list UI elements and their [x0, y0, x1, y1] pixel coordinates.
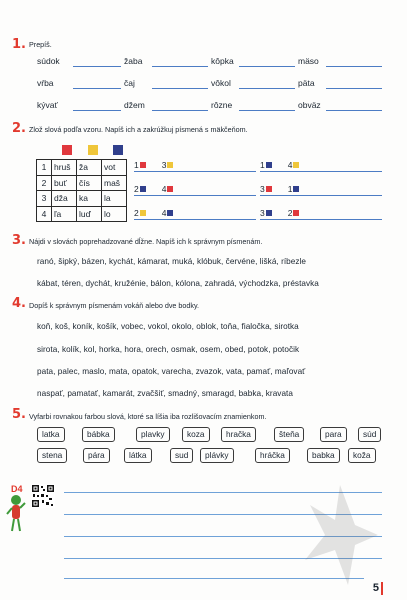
ex1-answer-blank[interactable] [239, 110, 295, 111]
syllable-cell: maš [102, 175, 127, 191]
color-square-icon [293, 186, 299, 192]
code-pair [134, 184, 173, 194]
code-pair [260, 184, 299, 194]
color-square-icon [140, 162, 146, 168]
ex1-word: obväz [298, 100, 321, 110]
ex5-word-box[interactable]: plavky [136, 427, 170, 442]
color-square-icon [293, 210, 299, 216]
ex5-instruction: Vyfarbi rovnakou farbou slová, ktoré sa líšia iba rozlišovacím znamienkom. [29, 412, 267, 421]
ex2-answer-blank[interactable] [134, 195, 256, 196]
color-square-icon [167, 162, 173, 168]
ex5-word-box[interactable]: bábka [82, 427, 115, 442]
page-number: 5 [372, 582, 379, 594]
color-square-icon [167, 210, 173, 216]
code-number: 2 [287, 208, 293, 218]
syllable-cell: vot [102, 160, 127, 176]
ex1-word: súdok [37, 56, 60, 66]
ex2-number: 2. [12, 121, 26, 136]
ex1-word: päta [298, 78, 315, 88]
ex5-word-box[interactable]: šteňa [274, 427, 304, 442]
ex5-word-box[interactable]: koža [348, 448, 376, 463]
code-number: 4 [287, 160, 293, 170]
syllable-row [37, 160, 127, 176]
ex1-answer-blank[interactable] [73, 88, 121, 89]
ex2-answer-blank[interactable] [260, 195, 382, 196]
syllable-cell: lo [102, 206, 127, 222]
syllable-row [37, 175, 127, 191]
ex5-word-box[interactable]: sud [170, 448, 193, 463]
ex5-word-box[interactable]: látka [124, 448, 152, 463]
ex5-word-box[interactable]: latka [37, 427, 65, 442]
ex1-answer-blank[interactable] [326, 88, 382, 89]
ex5-number: 5. [12, 407, 26, 422]
ex2-answer-blank[interactable] [260, 171, 382, 172]
ex1-word: rôzne [211, 100, 233, 110]
ex1-answer-blank[interactable] [326, 66, 382, 67]
ex5-word-box[interactable]: koza [182, 427, 210, 442]
code-number: 3 [161, 160, 167, 170]
code-pair [260, 208, 299, 218]
d4-badge: D4 [11, 484, 23, 494]
ex3-number: 3. [12, 233, 26, 248]
ex1-word: džem [124, 100, 145, 110]
column-blue-square [113, 145, 123, 155]
syllable-cell: čís [77, 175, 102, 191]
ex5-word-box[interactable]: hráčka [255, 448, 290, 463]
syllable-cell: la [102, 191, 127, 207]
ex5-word-box[interactable]: plávky [200, 448, 234, 463]
row-number: 3 [37, 191, 52, 207]
column-red-square [62, 145, 72, 155]
ex3-instruction: Nájdi v slovách poprehadzované dĺžne. Napíš ich k správnym písmenám. [29, 237, 263, 246]
ex5-word-box[interactable]: súd [358, 427, 381, 442]
ex1-word: žaba [124, 56, 143, 66]
ex2-answer-blank[interactable] [260, 219, 382, 220]
syllable-cell: ža [77, 160, 102, 176]
ex1-word: kôpka [211, 56, 234, 66]
color-square-icon [266, 186, 272, 192]
ex1-instruction: Prepíš. [29, 40, 52, 49]
ex5-word-row-2 [37, 448, 383, 462]
ex1-answer-blank[interactable] [326, 110, 382, 111]
row-number: 2 [37, 175, 52, 191]
ex4-instruction: Dopíš k správnym písmenám vokáň alebo dve bodky. [29, 301, 200, 310]
ex1-word: kývať [37, 100, 58, 110]
syllable-row [37, 206, 127, 222]
ex4-line-4: naspať, pamatať, kamarát, zvačšiť, smadný, smaragd, babka, kravata [37, 389, 293, 398]
code-pair [134, 160, 173, 170]
qr-code-icon [31, 484, 55, 508]
ex1-answer-blank[interactable] [239, 88, 295, 89]
color-square-icon [140, 210, 146, 216]
ex1-word: vôkol [211, 78, 231, 88]
code-pair [134, 208, 173, 218]
ex4-line-3: pata, palec, maslo, mata, opatok, varecha, zvazok, vata, pamať, maľovať [37, 367, 306, 376]
syllable-row [37, 191, 127, 207]
code-pair [260, 160, 299, 170]
ex1-word: čaj [124, 78, 135, 88]
ex2-answer-blank[interactable] [134, 219, 256, 220]
ex1-word: vŕba [37, 78, 54, 88]
row-number: 1 [37, 160, 52, 176]
ex1-answer-blank[interactable] [73, 110, 121, 111]
star-watermark-icon [300, 480, 380, 590]
ex5-word-box[interactable]: babka [307, 448, 340, 463]
syllable-cell: dža [52, 191, 77, 207]
color-square-icon [266, 162, 272, 168]
ex1-word: mäso [298, 56, 319, 66]
syllable-cell: ľa [52, 206, 77, 222]
code-number: 1 [260, 160, 265, 170]
syllable-table [36, 159, 127, 222]
ex1-answer-blank[interactable] [152, 66, 208, 67]
syllable-cell: luď [77, 206, 102, 222]
code-number: 3 [260, 208, 265, 218]
ex1-answer-blank[interactable] [152, 110, 208, 111]
syllable-cell: ka [77, 191, 102, 207]
color-square-icon [167, 186, 173, 192]
ex3-line-2: kábat, téren, dychát, kružénie, bálon, kólona, zahradá, východzka, préstavka [37, 279, 319, 288]
ex1-number: 1. [12, 37, 26, 52]
column-yellow-square [88, 145, 98, 155]
syllable-cell: buť [52, 175, 77, 191]
code-number: 1 [287, 184, 293, 194]
ex3-line-1: ranó, šipký, bázen, kychát, kámarat, muká, klóbuk, červéne, lišká, ríbezle [37, 257, 307, 266]
code-number: 2 [134, 184, 139, 194]
ex2-answer-blank[interactable] [134, 171, 256, 172]
code-number: 1 [134, 160, 139, 170]
ex4-number: 4. [12, 296, 26, 311]
ex5-word-box[interactable]: stena [37, 448, 67, 463]
color-square-icon [266, 210, 272, 216]
ex4-line-1: koň, koš, koník, košík, vobec, vokol, okolo, oblok, toňa, fialočka, sirotka [37, 322, 299, 331]
code-number: 4 [161, 208, 167, 218]
ex5-word-box[interactable]: hračka [221, 427, 256, 442]
page-number-bar [381, 582, 383, 595]
color-square-icon [140, 186, 146, 192]
ex2-instruction: Zlož slová podľa vzoru. Napíš ich a zakrúžkuj písmená s mäkčeňom. [29, 125, 248, 134]
code-number: 2 [134, 208, 139, 218]
code-number: 4 [161, 184, 167, 194]
ex1-answer-blank[interactable] [239, 66, 295, 67]
mascot-icon [6, 494, 26, 534]
ex5-word-box[interactable]: pára [83, 448, 110, 463]
ex5-word-row-1 [37, 427, 383, 441]
row-number: 4 [37, 206, 52, 222]
ex4-line-2: sirota, kolík, kol, horka, hora, orech, osmak, osem, obed, potok, potočik [37, 345, 300, 354]
ex5-word-box[interactable]: para [320, 427, 347, 442]
ex1-answer-blank[interactable] [73, 66, 121, 67]
color-square-icon [293, 162, 299, 168]
ex1-answer-blank[interactable] [152, 88, 208, 89]
code-number: 3 [260, 184, 265, 194]
syllable-cell: hruš [52, 160, 77, 176]
